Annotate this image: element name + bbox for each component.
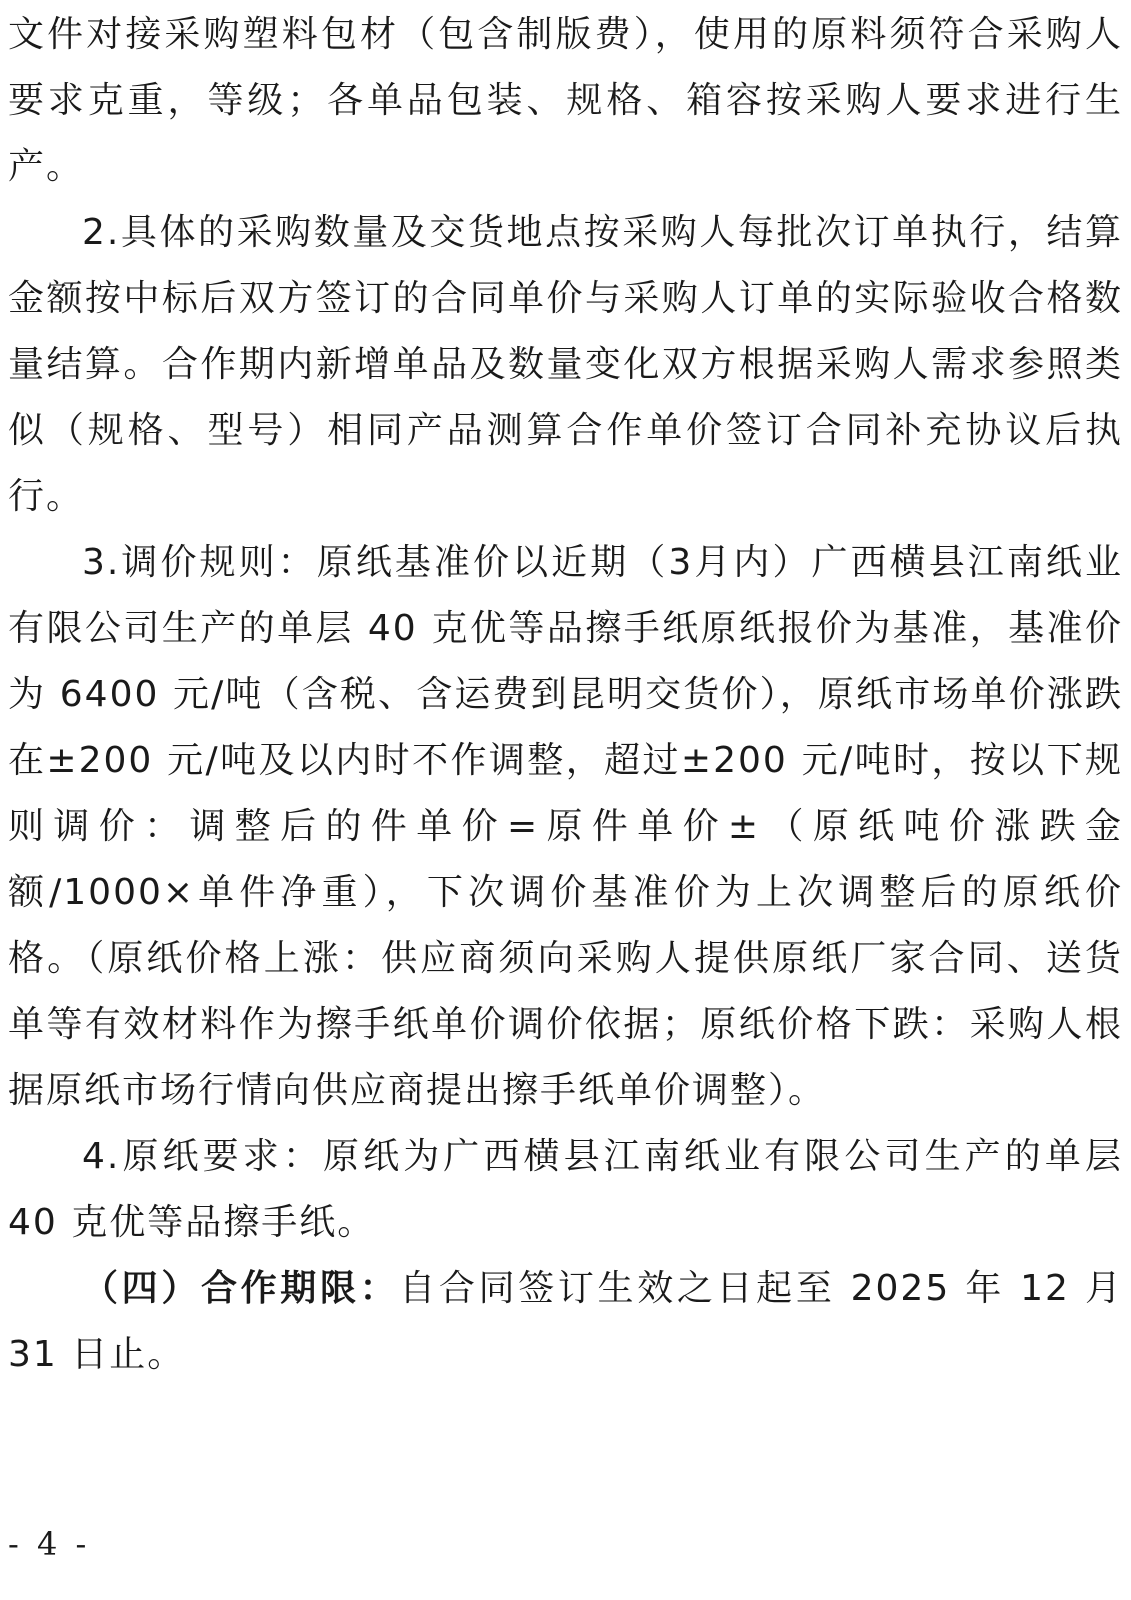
paragraph-continuation: 文件对接采购塑料包材（包含制版费），使用的原料须符合采购人要求克重，等级；各单品包装、规格、箱容按采购人要求进行生产。	[8, 14, 1123, 187]
paragraph-item-4-paper-requirement: 4.原纸要求：原纸为广西横县江南纸业有限公司生产的单层 40 克优等品擦手纸。	[8, 1136, 1123, 1243]
section-heading: （四）合作期限：	[82, 1268, 400, 1309]
page-number: - 4 -	[8, 1525, 91, 1563]
paragraph-cooperation-period	[8, 1256, 1123, 1388]
section-body: 自合同签订生效之日起至 2025 年 12 月 31 日止。	[8, 1268, 1123, 1375]
paragraph-item-2: 2.具体的采购数量及交货地点按采购人每批次订单执行，结算金额按中标后双方签订的合同单价与采购人订单的实际验收合格数量结算。合作期内新增单品及数量变化双方根据采购人需求参照类似（规格、型号）相同产品测算合作单价签订合同补充协议后执行。	[8, 212, 1123, 517]
paragraph-item-3-price-adjustment: 3.调价规则：原纸基准价以近期（3月内）广西横县江南纸业有限公司生产的单层 40 克优等品擦手纸原纸报价为基准，基准价为 6400 元/吨（含税、含运费到昆明交货价），原纸市场单价涨跌在±200 元/吨及以内时不作调整，超过±200 元/吨时，按以下规则调价：调整后的件单价=原件单价±（原纸吨价涨跌金额/1000×单件净重），下次调价基准价为上次调整后的原纸价格。（原纸价格上涨：供应商须向采购人提供原纸厂家合同、送货单等有效材料作为擦手纸单价调价依据；原纸价格下跌：采购人根据原纸市场行情向供应商提出擦手纸单价调整）。	[8, 542, 1123, 1111]
